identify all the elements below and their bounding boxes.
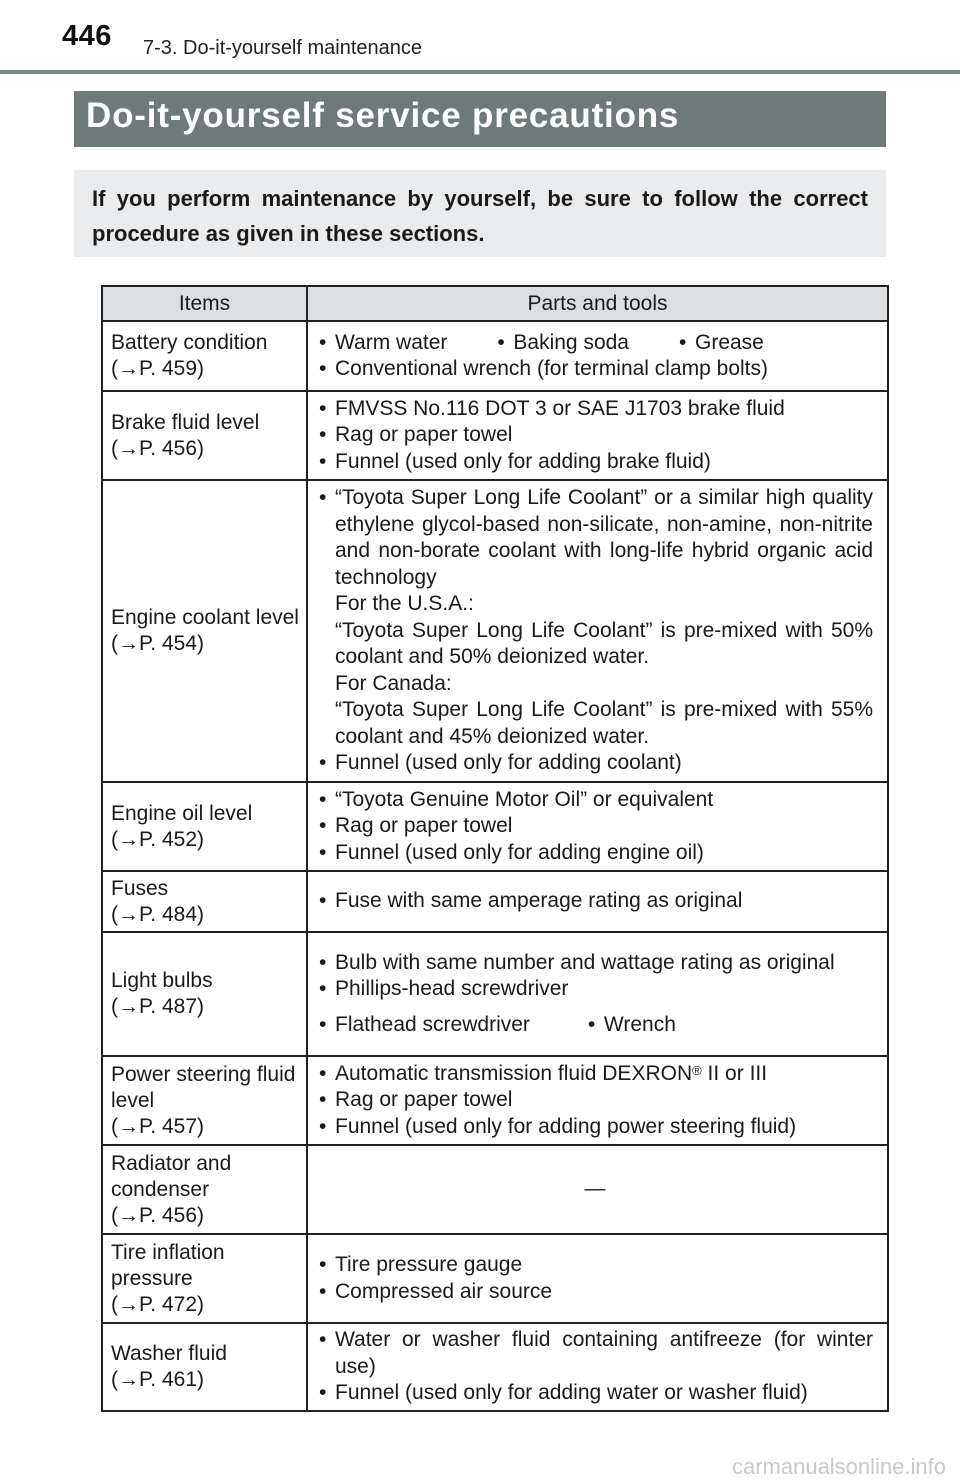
- bullet-icon: •: [319, 423, 327, 447]
- table-row: [102, 480, 888, 782]
- list-item: • “Toyota Genuine Motor Oil” or equivalent: [317, 787, 873, 814]
- list-item: • Funnel (used only for adding engine oil): [317, 840, 873, 867]
- item-label: Brake fluid level: [111, 410, 260, 434]
- no-parts-dash: —: [584, 1177, 606, 1201]
- item-label: Radiator and condenser: [111, 1151, 232, 1201]
- parts-cell: [307, 391, 888, 480]
- item-cell: [102, 480, 307, 782]
- page-number: 446: [62, 20, 112, 52]
- parts-table: [101, 285, 889, 1412]
- parts-cell: [307, 871, 888, 932]
- parts-list: [317, 888, 873, 915]
- column-header-items: Items: [102, 286, 307, 321]
- watermark: carmanualsonline.info: [731, 1454, 946, 1479]
- page-reference: (→P. 459): [111, 357, 204, 380]
- parts-list: [317, 396, 873, 476]
- table-row: [102, 1234, 888, 1323]
- item-cell: [102, 391, 307, 480]
- parts-cell: [307, 1056, 888, 1145]
- intro-note: If you perform maintenance by yourself, be sure to follow the correct procedure as given in these sections.: [74, 170, 886, 257]
- bullet-icon: •: [319, 1061, 327, 1085]
- parts-cell: [307, 480, 888, 782]
- parts-cell: [307, 1145, 888, 1234]
- list-item: • Rag or paper towel: [317, 1087, 873, 1114]
- bullet-icon: •: [319, 486, 327, 510]
- bullet-icon: •: [319, 977, 327, 1001]
- page-reference: (→P. 472): [111, 1292, 204, 1316]
- item-cell: [102, 321, 307, 391]
- bullet-icon: •: [319, 449, 327, 473]
- table-row: [102, 932, 888, 1056]
- page-reference: (→P. 456): [111, 436, 204, 460]
- list-item: • Flathead screwdriver: [317, 1012, 530, 1039]
- list-item: • Water or washer fluid containing antifreeze (for winter use): [319, 1328, 873, 1378]
- parts-list: [317, 1327, 873, 1407]
- table-row: [102, 782, 888, 871]
- list-item: • Funnel (used only for adding water or washer fluid): [317, 1380, 873, 1407]
- bullet-icon: •: [319, 357, 327, 380]
- list-item: • Funnel (used only for adding coolant): [317, 750, 873, 777]
- item-label: Tire inflation pressure: [111, 1240, 225, 1290]
- list-item: • Rag or paper towel: [317, 422, 873, 449]
- parts-cell: [307, 321, 888, 391]
- registered-mark: ®: [692, 1062, 702, 1078]
- bullet-icon: •: [319, 814, 327, 838]
- header-divider: [0, 70, 960, 74]
- page-reference: (→P. 484): [111, 902, 204, 926]
- bullet-icon: •: [319, 950, 327, 974]
- bullet-icon: •: [319, 787, 327, 811]
- item-cell: [102, 1145, 307, 1234]
- item-label: Washer fluid: [111, 1342, 227, 1365]
- list-item: • Phillips-head screwdriver: [317, 976, 873, 1003]
- bullet-icon: •: [319, 1088, 327, 1112]
- inline-parts: [317, 330, 873, 357]
- list-item: [317, 485, 873, 750]
- usa-note: “Toyota Super Long Life Coolant” is pre-mixed with 50% coolant and 50% deionized water.: [335, 618, 873, 669]
- page-title: Do-it-yourself service precautions: [74, 91, 886, 147]
- list-item: • Funnel (used only for adding brake fluid): [317, 449, 873, 476]
- parts-list: [317, 950, 873, 1003]
- parts-list: [317, 356, 873, 383]
- parts-cell: [307, 1234, 888, 1323]
- parts-list: [317, 1252, 873, 1305]
- page-reference: (→P. 452): [111, 827, 204, 851]
- page-reference: (→P. 457): [111, 1114, 204, 1138]
- list-item: • Conventional wrench (for terminal clamp bolts): [317, 356, 873, 383]
- bullet-icon: •: [319, 1328, 327, 1352]
- item-cell: [102, 782, 307, 871]
- bullet-icon: •: [319, 330, 327, 354]
- item-cell: [102, 871, 307, 932]
- parts-cell: [307, 1323, 888, 1411]
- table-row: [102, 1145, 888, 1234]
- page-reference: (→P. 456): [111, 1203, 204, 1227]
- column-header-parts: Parts and tools: [307, 286, 888, 321]
- item-label: Battery condition: [111, 331, 268, 354]
- list-item: • Rag or paper towel: [317, 813, 873, 840]
- coolant-description: “Toyota Super Long Life Coolant” or a similar high quality ethylene glycol-based non-silicate, non-amine, non-nitrite and non-borate coolant with long-life hybrid organic acid technology: [335, 486, 873, 589]
- item-label: Light bulbs: [111, 969, 213, 992]
- list-item: • Baking soda: [495, 330, 629, 357]
- bullet-icon: •: [587, 1012, 596, 1036]
- bullet-icon: •: [319, 396, 327, 420]
- item-cell: [102, 1056, 307, 1145]
- parts-list: [317, 787, 873, 867]
- table-row: [102, 1323, 888, 1411]
- canada-label: For Canada:: [335, 671, 452, 695]
- item-cell: [102, 1323, 307, 1411]
- usa-label: For the U.S.A.:: [335, 592, 474, 616]
- bullet-icon: •: [497, 330, 505, 354]
- item-label: Fuses: [111, 876, 169, 900]
- item-cell: [102, 1234, 307, 1323]
- list-item: • Fuse with same amperage rating as original: [317, 888, 873, 915]
- bullet-icon: •: [319, 1012, 327, 1036]
- table-row: [102, 391, 888, 480]
- bullet-icon: •: [319, 1253, 327, 1276]
- list-item: • Grease: [677, 330, 764, 357]
- table-row: [102, 871, 888, 932]
- bullet-icon: •: [319, 1381, 327, 1405]
- bullet-icon: •: [319, 1114, 327, 1138]
- page-reference: (→P. 461): [111, 1368, 204, 1391]
- list-item: • FMVSS No.116 DOT 3 or SAE J1703 brake fluid: [317, 396, 873, 423]
- list-item: • Tire pressure gauge: [317, 1252, 873, 1279]
- table-row: [102, 1056, 888, 1145]
- table-row: [102, 321, 888, 391]
- bullet-icon: •: [319, 840, 327, 864]
- list-item: • Automatic transmission fluid DEXRON® II or III: [317, 1061, 873, 1088]
- inline-parts: [317, 1012, 873, 1039]
- bullet-icon: •: [319, 889, 327, 913]
- item-cell: [102, 932, 307, 1056]
- list-item: • Compressed air source: [317, 1279, 873, 1306]
- page-reference: (→P. 454): [111, 632, 204, 655]
- item-label: Engine coolant level: [111, 606, 299, 629]
- bullet-icon: •: [319, 751, 327, 775]
- canada-note: “Toyota Super Long Life Coolant” is pre-mixed with 55% coolant and 45% deionized water.: [335, 698, 873, 748]
- bullet-icon: •: [319, 1279, 327, 1303]
- parts-list: [317, 485, 873, 777]
- list-item: • Bulb with same number and wattage rating as original: [317, 950, 873, 977]
- list-item: • Warm water: [317, 330, 447, 357]
- parts-list: [317, 1061, 873, 1141]
- section-title: 7-3. Do-it-yourself maintenance: [143, 37, 423, 59]
- table-header-row: [102, 286, 888, 321]
- page-reference: (→P. 487): [111, 995, 204, 1018]
- bullet-icon: •: [679, 330, 687, 354]
- parts-cell: [307, 782, 888, 871]
- parts-cell: [307, 932, 888, 1056]
- item-label: Engine oil level: [111, 801, 253, 825]
- list-item: • Wrench: [586, 1012, 676, 1039]
- item-label: Power steering fluid level: [111, 1062, 296, 1112]
- list-item: • Funnel (used only for adding power steering fluid): [317, 1114, 873, 1141]
